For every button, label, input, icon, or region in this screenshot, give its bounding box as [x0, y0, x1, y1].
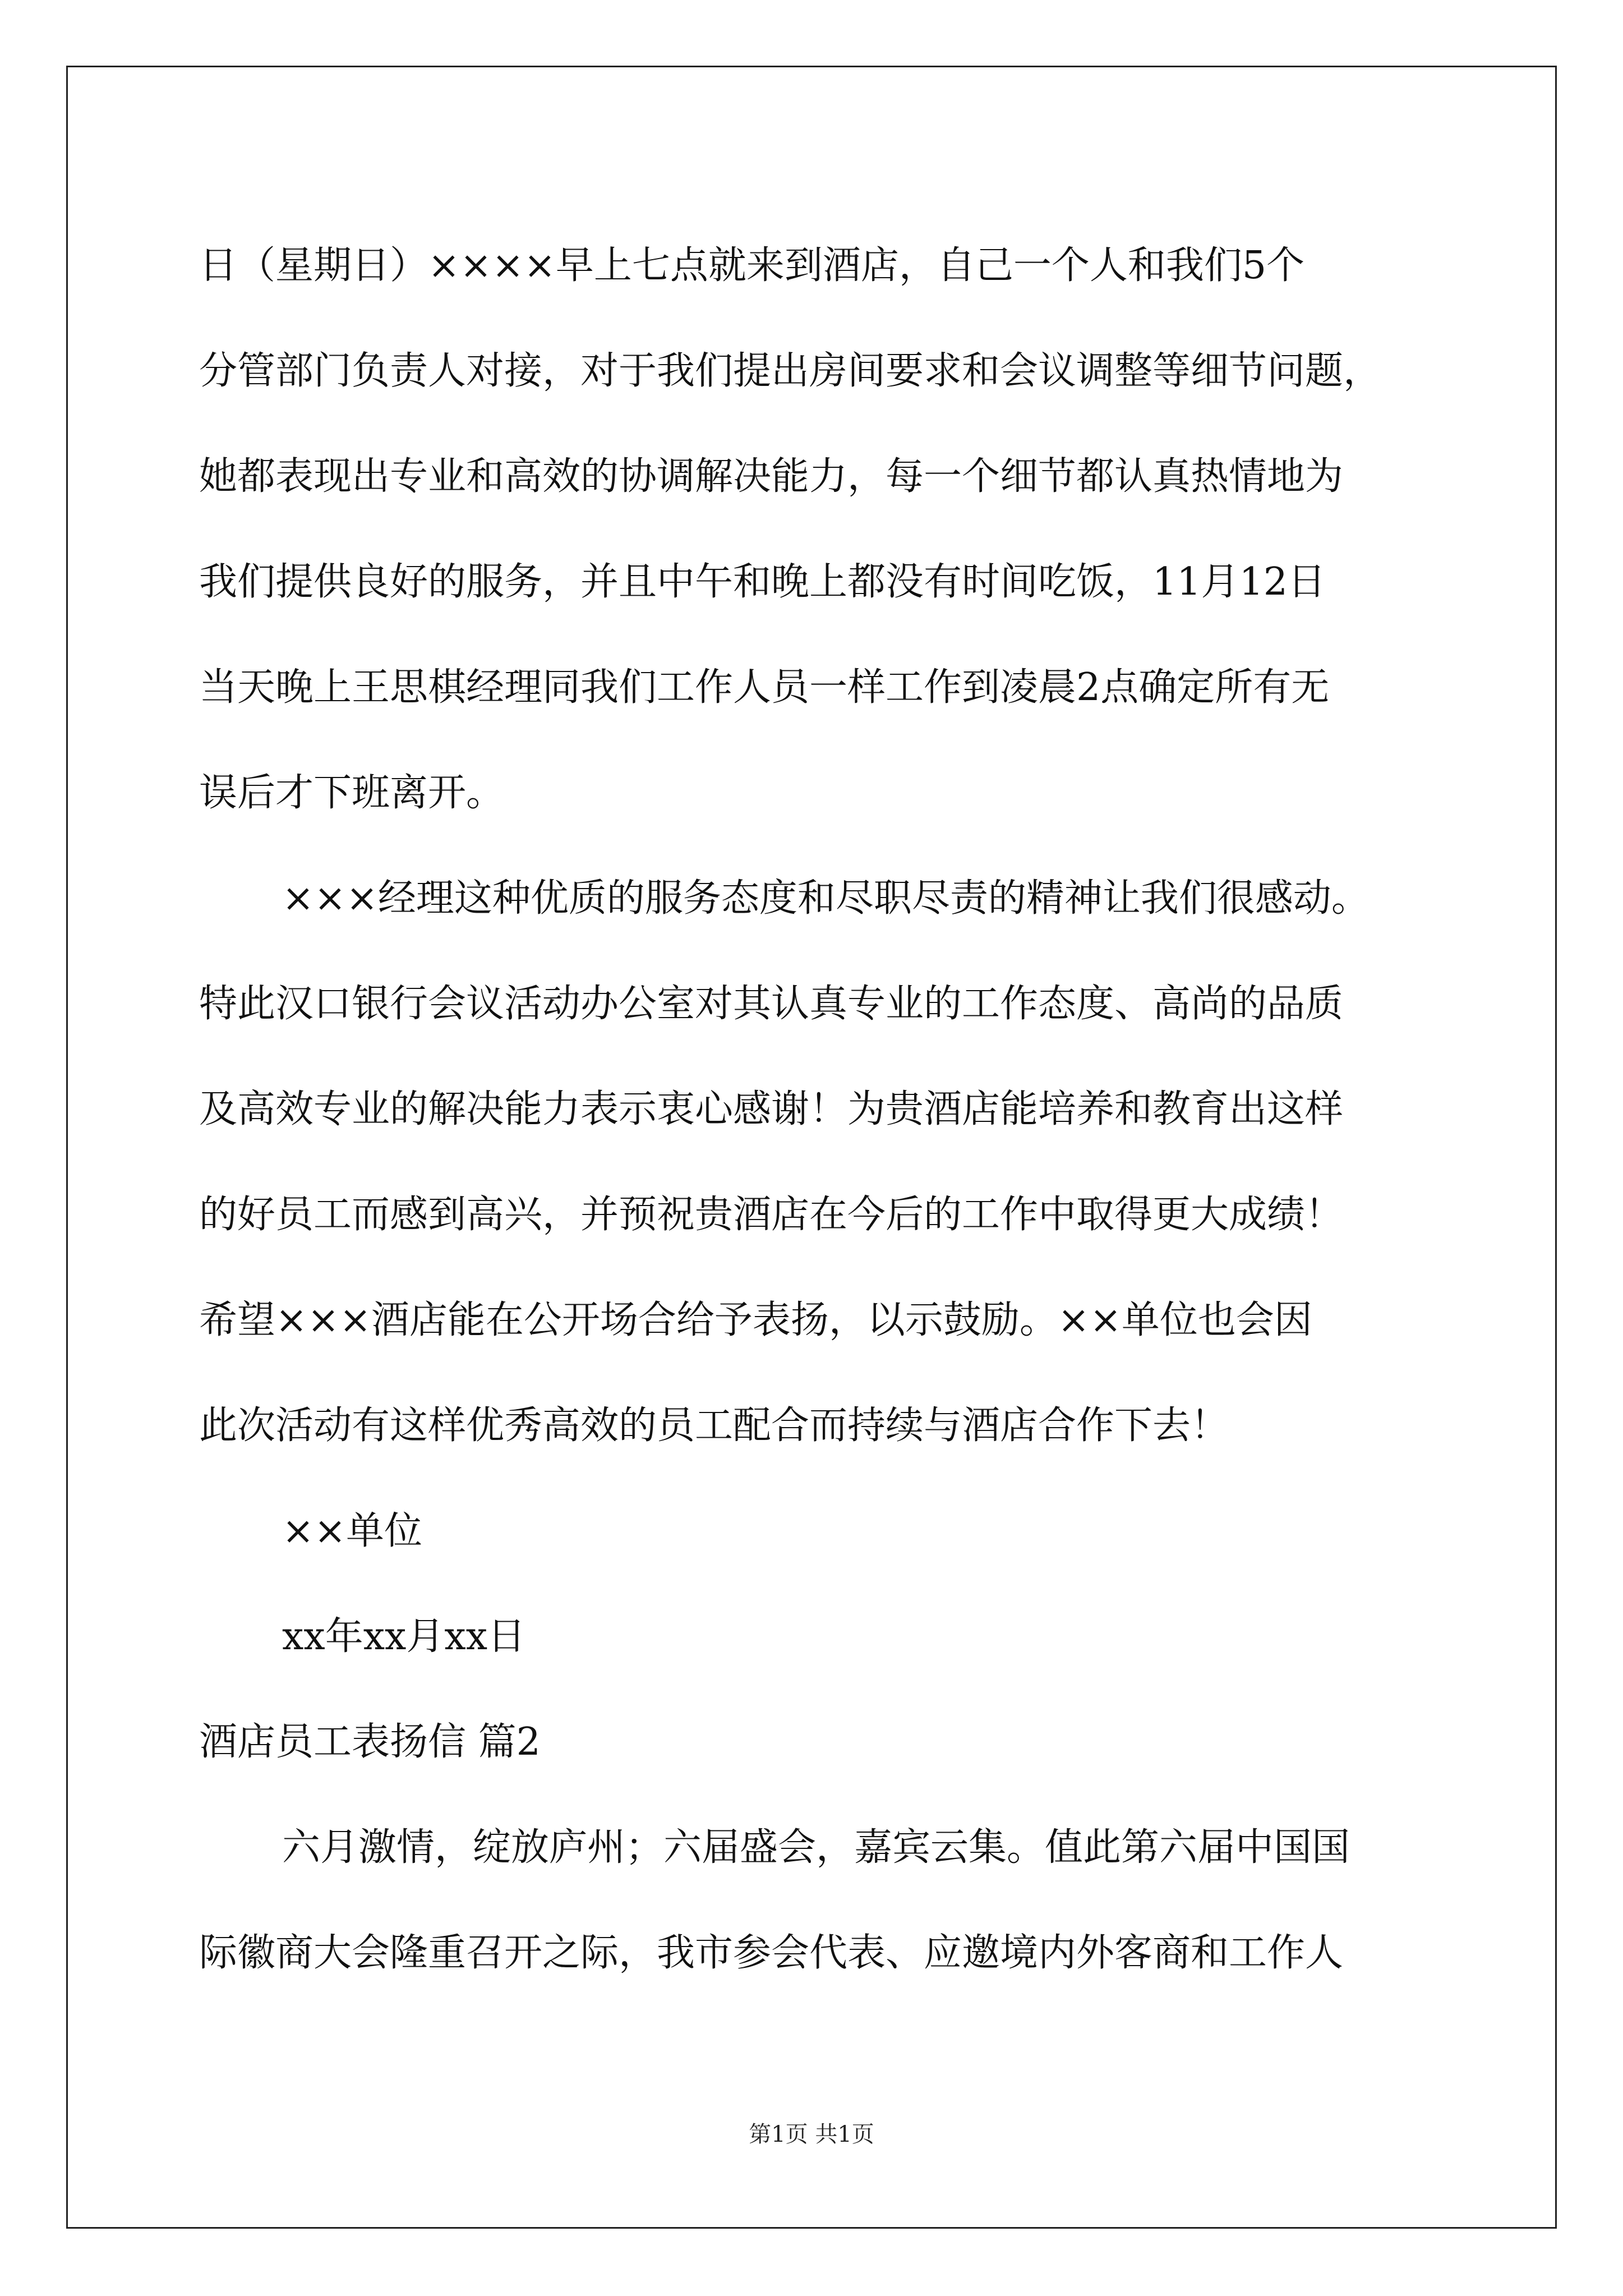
- body-line: 的好员工而感到高兴，并预祝贵酒店在今后的工作中取得更大成绩！: [199, 1193, 1344, 1237]
- body-line: 当天晚上王思棋经理同我们工作人员一样工作到凌晨2点确定所有无: [199, 665, 1330, 710]
- paragraph-start-line: ×××经理这种优质的服务态度和尽职尽责的精神让我们很感动。: [282, 876, 1370, 921]
- body-line: 误后才下班离开。: [199, 771, 505, 815]
- paragraph-start-line: 六月激情，绽放庐州；六届盛会，嘉宾云集。值此第六届中国国: [282, 1825, 1350, 1870]
- document-body: [199, 213, 1461, 2006]
- body-line: 日（星期日）××××早上七点就来到酒店，自己一个人和我们5个: [199, 243, 1305, 288]
- page-footer: 第1页 共1页: [749, 2122, 874, 2147]
- body-line: 我们提供良好的服务，并且中午和晚上都没有时间吃饭，11月12日: [199, 560, 1326, 604]
- signature-organization: ××单位: [282, 1509, 422, 1553]
- signature-date: xx年xx月xx日: [282, 1614, 526, 1659]
- body-line: 分管部门负责人对接，对于我们提出房间要求和会议调整等细节问题，: [199, 349, 1382, 393]
- body-line: 特此汉口银行会议活动办公室对其认真专业的工作态度、高尚的品质: [199, 982, 1344, 1026]
- body-line: 及高效专业的解决能力表示衷心感谢！为贵酒店能培养和教育出这样: [199, 1087, 1344, 1131]
- body-line: 她都表现出专业和高效的协调解决能力，每一个细节都认真热情地为: [199, 454, 1344, 499]
- body-line: 此次活动有这样优秀高效的员工配合而持续与酒店合作下去！: [199, 1404, 1229, 1448]
- body-line: 希望×××酒店能在公开场合给予表扬，以示鼓励。××单位也会因: [199, 1298, 1312, 1342]
- body-line: 际徽商大会隆重召开之际，我市参会代表、应邀境内外客商和工作人: [199, 1931, 1344, 1975]
- section-heading: 酒店员工表扬信 篇2: [199, 1720, 541, 1764]
